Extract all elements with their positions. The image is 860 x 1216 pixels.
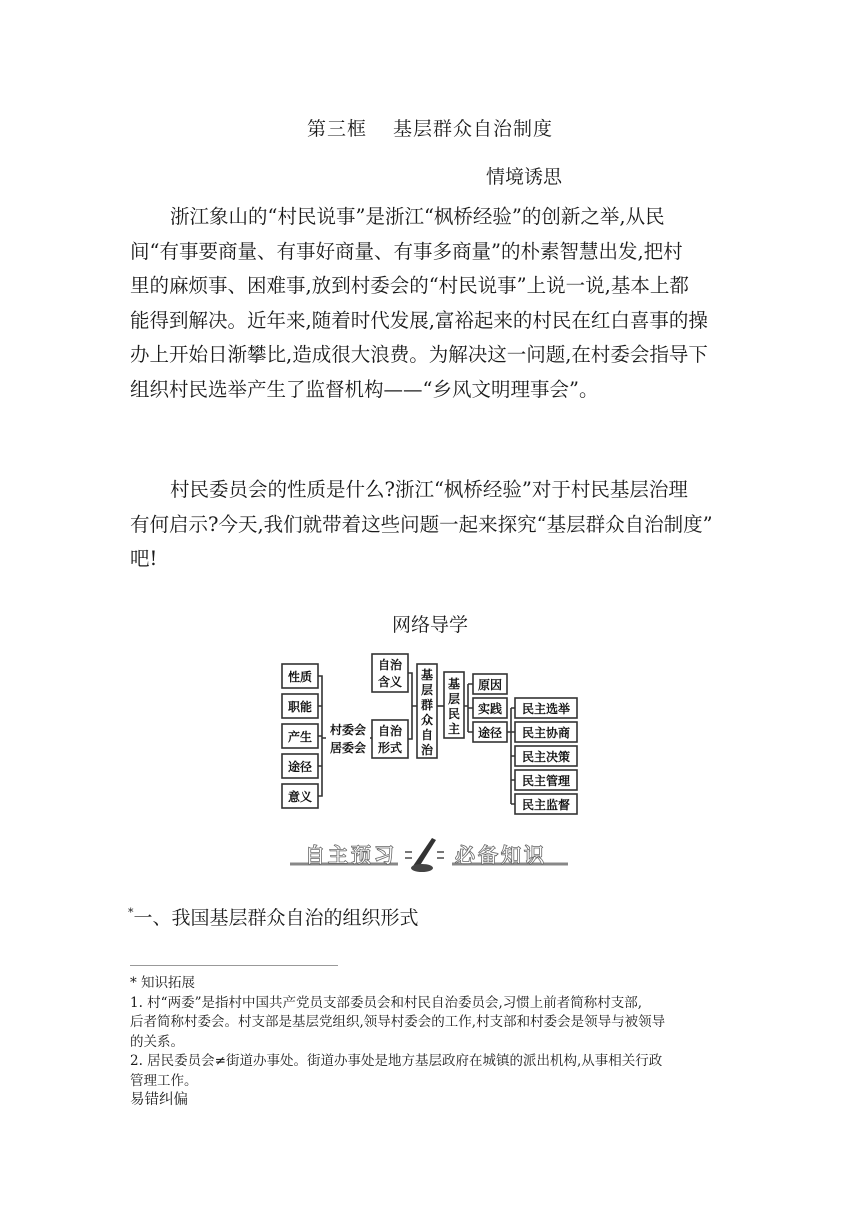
self-gov-meaning-l2: 含义 <box>377 675 403 689</box>
self-gov-form-l1: 自治 <box>377 724 403 738</box>
para1-line: 能得到解决。近年来,随着时代发展,富裕起来的村民在红白喜事的操 <box>130 308 708 332</box>
item-origin: 产生 <box>287 730 313 744</box>
democracy-char: 主 <box>447 722 461 736</box>
bracket-mid <box>464 684 473 732</box>
note-line: 后者简称村委会。村支部是基层党组织,领导村委会的工作,村支部和村委会是领导与被领导 <box>130 1014 666 1030</box>
mid-path: 途径 <box>477 726 503 740</box>
bracket-center <box>408 673 417 739</box>
committee-village: 村委会 <box>329 723 367 737</box>
bracket-right <box>507 708 515 804</box>
right-supervision: 民主监督 <box>521 798 571 812</box>
committee-resident: 居委会 <box>329 741 367 755</box>
mid-practice: 实践 <box>477 702 503 716</box>
title-part1: 第三框 <box>306 118 367 140</box>
right-election: 民主选举 <box>521 702 571 716</box>
center-char: 层 <box>420 683 434 697</box>
title-part2: 基层群众自治制度 <box>393 118 554 140</box>
section-title: 一、我国基层群众自治的组织形式 <box>133 907 419 929</box>
note-line: 2. 居民委员会≠街道办事处。街道办事处是地方基层政府在城镇的派出机构,从事相关行政 <box>130 1053 663 1069</box>
note-line: * 知识拓展 <box>130 975 196 991</box>
democracy-char: 层 <box>447 692 461 706</box>
democracy-char: 基 <box>447 677 461 691</box>
democracy-char: 民 <box>447 707 461 721</box>
note-line: 1. 村“两委”是指村中国共产党员支部委员会和村民自治委员会,习惯上前者简称村支部, <box>130 994 643 1011</box>
para2-line: 有何启示?今天,我们就带着这些问题一起来探究“基层群众自治制度” <box>130 512 713 536</box>
banner-right-text: 必备知识 <box>455 843 547 867</box>
item-significance: 意义 <box>287 790 313 804</box>
mid-reason: 原因 <box>477 678 503 692</box>
para1-line: 里的麻烦事、困难事,放到村委会的“村民说事”上说一说,基本上都 <box>130 274 689 297</box>
para1-line: 组织村民选举产生了监督机构——“乡风文明理事会”。 <box>130 377 599 401</box>
center-char: 基 <box>420 668 434 682</box>
bracket-left <box>318 676 326 796</box>
left-items <box>282 664 318 808</box>
note-line: 管理工作。 <box>130 1072 198 1089</box>
center-char: 治 <box>420 743 434 757</box>
section-banner <box>290 838 568 872</box>
note-line: 易错纠偏 <box>130 1092 188 1108</box>
item-function: 职能 <box>287 700 313 714</box>
network-heading: 网络导学 <box>392 614 469 636</box>
section-marker: * <box>128 906 134 919</box>
para1-line: 办上开始日渐攀比,造成很大浪费。为解决这一问题,在村委会指导下 <box>130 343 708 366</box>
note-line: 的关系。 <box>130 1033 184 1050</box>
footnote-divider <box>130 965 338 966</box>
right-decision: 民主决策 <box>521 750 571 764</box>
right-consultation: 民主协商 <box>521 726 571 740</box>
para1-line: 浙江象山的“村民说事”是浙江“枫桥经验”的创新之举,从民 <box>170 205 665 228</box>
para1-line: 间“有事要商量、有事好商量、有事多商量”的朴素智慧出发,把村 <box>130 239 683 263</box>
center-char: 群 <box>420 698 434 712</box>
para2-line: 村民委员会的性质是什么?浙江“枫桥经验”对于村民基层治理 <box>170 478 688 501</box>
right-management: 民主管理 <box>521 774 571 788</box>
banner-left-text: 自主预习 <box>305 843 397 867</box>
self-gov-form-l2: 形式 <box>377 741 403 755</box>
center-char: 众 <box>420 713 434 727</box>
scenario-heading: 情境诱思 <box>486 166 563 188</box>
para2-line: 吧! <box>130 547 158 570</box>
self-gov-meaning-l1: 自治 <box>377 658 403 672</box>
quill-pen-icon <box>405 838 444 872</box>
section-heading <box>128 903 419 930</box>
item-path: 途径 <box>287 760 313 774</box>
footnotes <box>130 974 740 1111</box>
center-char: 自 <box>420 728 434 742</box>
item-nature: 性质 <box>287 670 313 684</box>
